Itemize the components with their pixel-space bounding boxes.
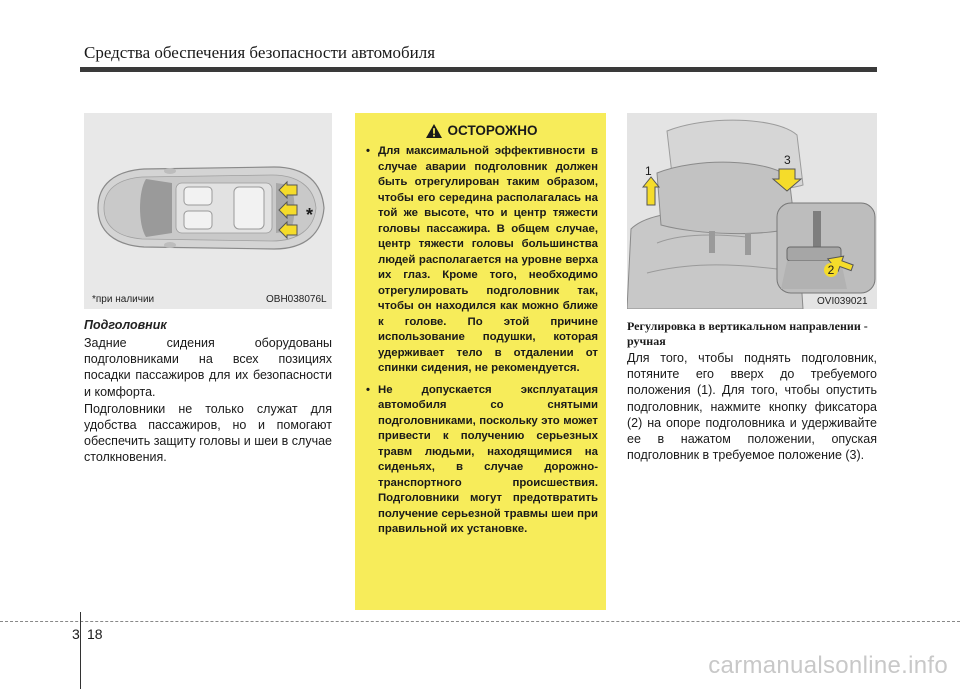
chapter-number: 3 bbox=[72, 626, 80, 642]
section-body bbox=[84, 335, 332, 467]
warning-box bbox=[355, 113, 606, 610]
warning-item: • Для максимальной эффективности в случае аварии подголовник должен быть отрегулирован таким образом, чтобы его середина располагалась на той же высоте, что и центр тяжести головы пассажира. В общем случае, центр тяжести головы большинства людей располагается на уровне верха их глаз. Кроме того, необходимо отрегулировать подголовник так, чтобы он находился как можно ближе к голове. По этой причине использование подушки, которая удерживает тело в отдалении от спинки сидения, не рекомендуется. bbox=[365, 144, 598, 377]
footer-vertical-rule bbox=[80, 612, 81, 689]
page-header-title: Средства обеспечения безопасности автомобиля bbox=[84, 43, 436, 62]
section-heading-headrest: Подголовник bbox=[84, 318, 167, 332]
paragraph: Задние сидения оборудованы подголовниками на всех позициях посадки пассажиров для их безопасности и комфорта. bbox=[84, 336, 332, 399]
headrest-arrow-icons bbox=[279, 182, 297, 238]
paragraph: Подголовники не только служат для удобства пассажиров, но и помогают обеспечить защиту головы и шеи в случае столкновения. bbox=[84, 401, 332, 465]
figure-car-top-view bbox=[84, 113, 332, 309]
callout-label-2: 2 bbox=[824, 263, 838, 277]
header-rule bbox=[80, 67, 877, 72]
figure-code: OVI039021 bbox=[817, 296, 868, 307]
headrest-illustration bbox=[627, 113, 877, 309]
footer-divider bbox=[0, 621, 960, 622]
page-number: 18 bbox=[87, 626, 103, 642]
warning-triangle-icon bbox=[426, 124, 442, 138]
warning-title-row bbox=[365, 123, 598, 138]
watermark: carmanualsonline.info bbox=[708, 652, 948, 679]
car-top-view-illustration bbox=[84, 113, 332, 309]
callout-label-1: 1 bbox=[645, 164, 652, 178]
figure-headrest-adjustment bbox=[627, 113, 877, 309]
warning-item: • Не допускается эксплуатация автомобиля со снятыми подголовниками, поскольку это может привести к получению серьезных травм людьми, находящимися на сиденьях, в случае дорожно-транспортного происшествия. Подголовники могут предотвратить получение серьезной травмы шеи при правильной их установке. bbox=[365, 383, 598, 538]
figure-code: OBH038076L bbox=[266, 294, 327, 305]
adjust-caption: Регулировка в вертикальном направлении - ручная bbox=[627, 319, 868, 348]
callout-label-3: 3 bbox=[784, 153, 791, 167]
figure-optional-note: *при наличии bbox=[92, 294, 155, 305]
adjust-body: Для того, чтобы поднять подголовник, потяните его вверх до требуемого положения (1). Для того, чтобы опустить подголовник, нажмите кнопку фиксатора (2) на опоре подголовника и удерживайте ее в нажатом положении, опуская подголовник в требуемое положение (3). bbox=[627, 351, 877, 463]
warning-list bbox=[365, 144, 598, 538]
optional-asterisk: * bbox=[306, 205, 314, 225]
warning-title: ОСТОРОЖНО bbox=[447, 123, 538, 138]
